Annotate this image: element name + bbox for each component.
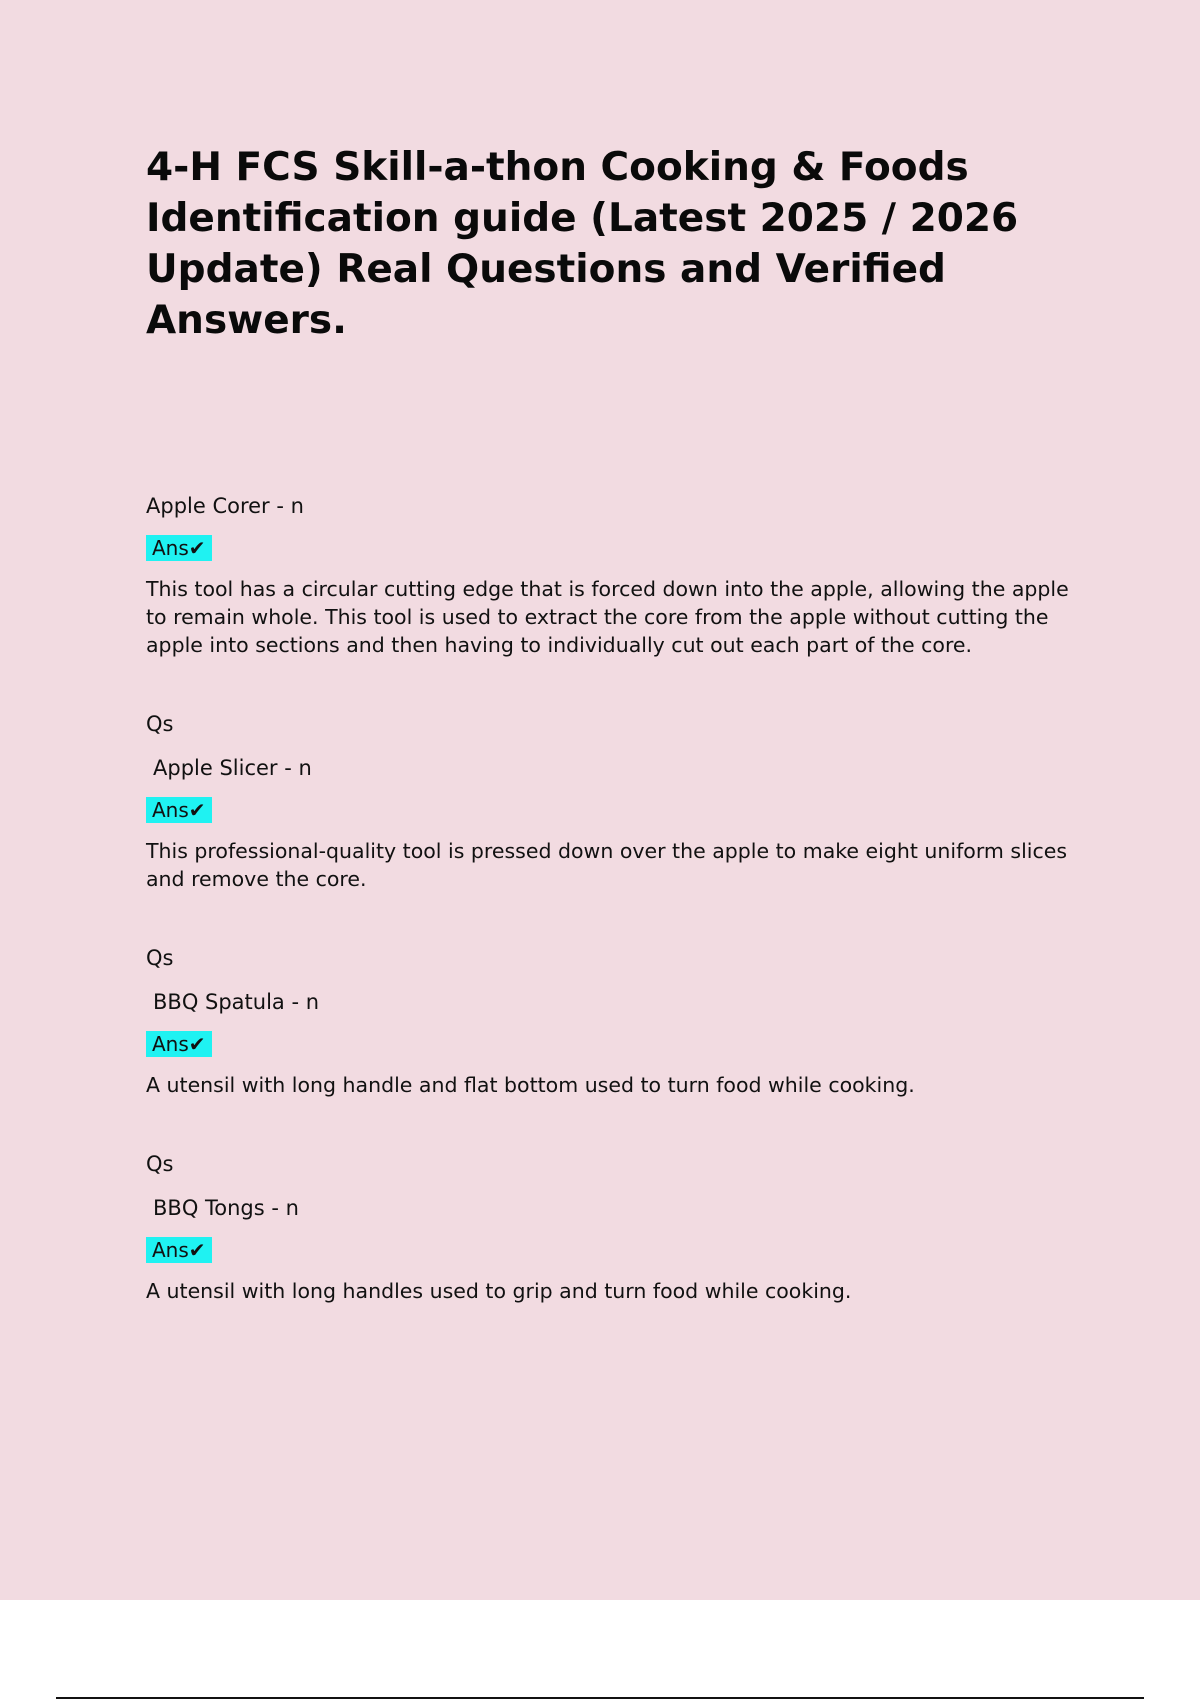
document-content	[146, 142, 1086, 1357]
qa-item	[146, 1151, 1086, 1305]
document-title: 4-H FCS Skill-a-thon Cooking & Foods Identification guide (Latest 2025 / 2026 Update) Real Questions and Verified Answers.	[146, 145, 1019, 343]
question-text: Apple Slicer - n	[153, 756, 312, 780]
question-text: BBQ Tongs - n	[153, 1196, 299, 1220]
question-text: Apple Corer - n	[146, 494, 304, 518]
answer-text: A utensil with long handles used to grip and turn food while cooking.	[146, 1279, 852, 1303]
answer-badge: Ans✔	[146, 1031, 212, 1057]
qa-list	[146, 493, 1086, 1305]
answer-text: A utensil with long handle and flat bottom used to turn food while cooking.	[146, 1073, 915, 1097]
qa-item	[146, 493, 1086, 659]
footer-divider	[56, 1697, 1144, 1699]
answer-badge: Ans✔	[146, 535, 212, 561]
answer-badge: Ans✔	[146, 1237, 212, 1263]
answer-text: This tool has a circular cutting edge that is forced down into the apple, allowing the apple to remain whole. This tool is used to extract the core from the apple without cutting the apple into sections and then having to individually cut out each part of the core.	[146, 577, 1069, 657]
answer-text: This professional-quality tool is pressed down over the apple to make eight uniform slices and remove the core.	[146, 839, 1068, 891]
answer-badge: Ans✔	[146, 797, 212, 823]
question-label: Qs	[146, 946, 174, 970]
qa-item	[146, 711, 1086, 893]
question-label: Qs	[146, 712, 174, 736]
question-label: Qs	[146, 1152, 174, 1176]
question-text: BBQ Spatula - n	[153, 990, 320, 1014]
qa-item	[146, 945, 1086, 1099]
